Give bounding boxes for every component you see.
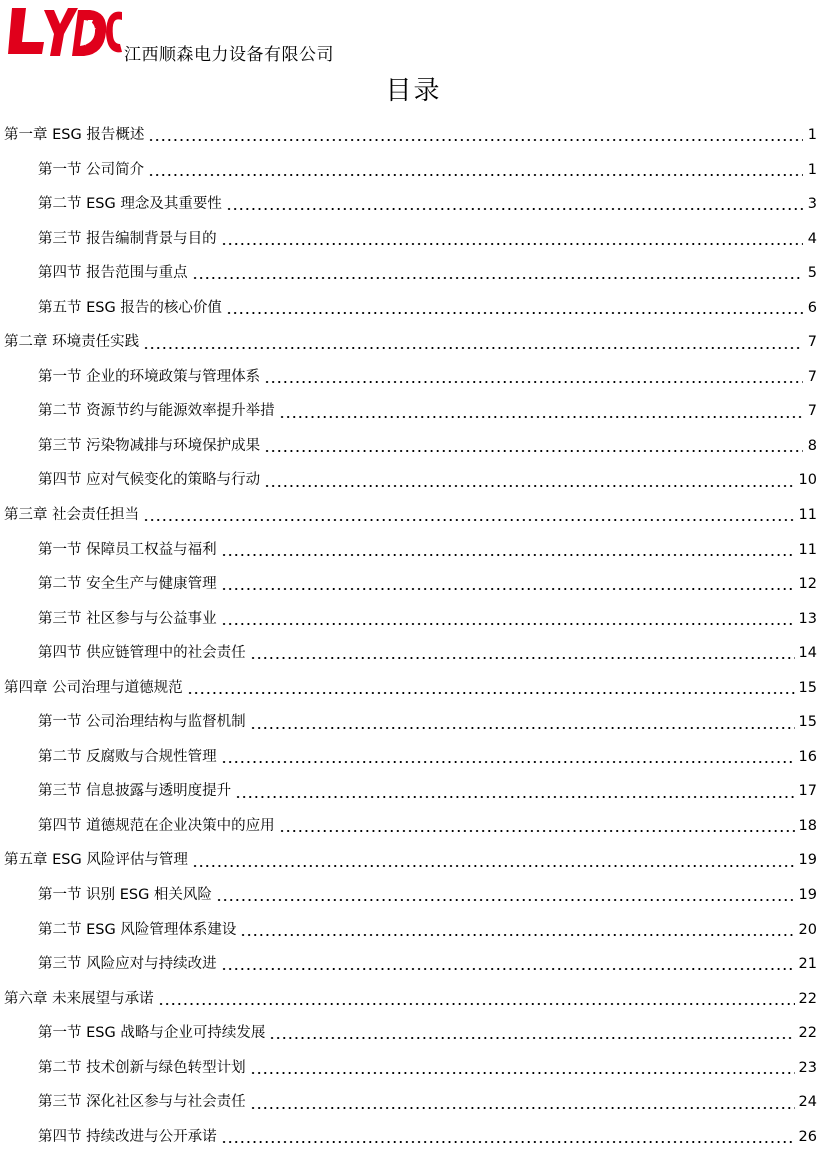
dot-leader: [148, 163, 803, 177]
toc-entry-label: 第五节 ESG 报告的核心价值: [38, 299, 222, 316]
toc-entry-label: 第二章 环境责任实践: [4, 334, 140, 351]
toc-page-number: 26: [798, 1128, 817, 1145]
toc-entry-label: 第三节 信息披露与透明度提升: [38, 783, 232, 800]
toc-entry-label: 第三节 报告编制背景与目的: [38, 230, 217, 247]
toc-section-entry[interactable]: [0, 222, 827, 257]
toc-section-entry[interactable]: [0, 602, 827, 637]
toc-entry-label: 第二节 反腐败与合规性管理: [38, 748, 217, 765]
toc-chapter-entry[interactable]: [0, 982, 827, 1017]
dot-leader: [192, 854, 795, 868]
toc-entry-label: 第三节 深化社区参与与社会责任: [38, 1094, 246, 1111]
dot-leader: [250, 646, 795, 660]
toc-chapter-entry[interactable]: [0, 843, 827, 878]
toc-section-entry[interactable]: [0, 256, 827, 291]
toc-page-number: 15: [798, 714, 817, 731]
company-logo: [4, 2, 124, 64]
dot-leader: [250, 716, 795, 730]
toc-page-number: 7: [807, 334, 817, 351]
toc-page-number: 5: [807, 265, 817, 282]
toc-entry-label: 第二节 安全生产与健康管理: [38, 576, 217, 593]
toc-entry-label: 第一节 公司简介: [38, 161, 145, 178]
toc-section-entry[interactable]: [0, 567, 827, 602]
dot-leader: [264, 474, 794, 488]
toc-entry-label: 第四节 报告范围与重点: [38, 265, 188, 282]
toc-section-entry[interactable]: [0, 463, 827, 498]
company-name: 江西顺森电力设备有限公司: [124, 45, 334, 65]
toc-entry-label: 第二节 ESG 理念及其重要性: [38, 196, 222, 213]
toc-section-entry[interactable]: [0, 429, 827, 464]
toc-section-entry[interactable]: [0, 533, 827, 568]
dot-leader: [158, 992, 795, 1006]
dot-leader: [221, 957, 795, 971]
toc-entry-label: 第三节 污染物减排与环境保护成果: [38, 437, 261, 454]
toc-page-number: 16: [798, 748, 817, 765]
dot-leader: [221, 232, 803, 246]
dot-leader: [226, 197, 803, 211]
dot-leader: [187, 681, 795, 695]
dot-leader: [221, 612, 795, 626]
dot-leader: [264, 370, 803, 384]
dot-leader: [235, 785, 794, 799]
toc-entry-label: 第二节 技术创新与绿色转型计划: [38, 1059, 246, 1076]
dot-leader: [192, 266, 803, 280]
toc-page-number: 19: [798, 887, 817, 904]
toc-entry-label: 第六章 未来展望与承诺: [4, 990, 154, 1007]
dot-leader: [250, 1061, 795, 1075]
toc-section-entry[interactable]: [0, 774, 827, 809]
toc-page-number: 11: [798, 541, 817, 558]
toc-entry-label: 第四章 公司治理与道德规范: [4, 679, 183, 696]
toc-page-number: 8: [807, 437, 817, 454]
toc-entry-label: 第四节 持续改进与公开承诺: [38, 1128, 217, 1145]
toc-entry-label: 第三章 社会责任担当: [4, 507, 140, 524]
toc-page-number: 4: [807, 230, 817, 247]
dot-leader: [216, 888, 795, 902]
toc-entry-label: 第三节 社区参与与公益事业: [38, 610, 217, 627]
table-of-contents: [0, 118, 827, 1154]
toc-section-entry[interactable]: [0, 360, 827, 395]
toc-entry-label: 第五章 ESG 风险评估与管理: [4, 852, 188, 869]
toc-chapter-entry[interactable]: [0, 118, 827, 153]
dot-leader: [143, 508, 794, 522]
toc-chapter-entry[interactable]: [0, 325, 827, 360]
dot-leader: [279, 405, 803, 419]
dot-leader: [264, 439, 803, 453]
toc-entry-label: 第二节 ESG 风险管理体系建设: [38, 921, 237, 938]
toc-entry-label: 第一节 公司治理结构与监督机制: [38, 714, 246, 731]
toc-chapter-entry[interactable]: [0, 671, 827, 706]
toc-page-number: 17: [798, 783, 817, 800]
toc-page-number: 21: [798, 956, 817, 973]
dot-leader: [279, 819, 795, 833]
toc-page-number: 6: [807, 299, 817, 316]
dot-leader: [240, 923, 794, 937]
toc-entry-label: 第三节 风险应对与持续改进: [38, 956, 217, 973]
dot-leader: [250, 1096, 795, 1110]
toc-section-entry[interactable]: [0, 153, 827, 188]
toc-page-number: 14: [798, 645, 817, 662]
toc-page-number: 13: [798, 610, 817, 627]
toc-section-entry[interactable]: [0, 1016, 827, 1051]
toc-entry-label: 第四节 供应链管理中的社会责任: [38, 645, 246, 662]
toc-page-number: 22: [798, 990, 817, 1007]
dot-leader: [148, 128, 803, 142]
toc-page-number: 7: [807, 368, 817, 385]
toc-page-number: 23: [798, 1059, 817, 1076]
toc-entry-label: 第一节 ESG 战略与企业可持续发展: [38, 1025, 266, 1042]
toc-entry-label: 第二节 资源节约与能源效率提升举措: [38, 403, 275, 420]
page-header: [0, 0, 827, 70]
toc-section-entry[interactable]: [0, 1085, 827, 1120]
toc-section-entry[interactable]: [0, 187, 827, 222]
toc-page-number: 7: [807, 403, 817, 420]
toc-page-number: 19: [798, 852, 817, 869]
toc-section-entry[interactable]: [0, 1120, 827, 1155]
toc-page-number: 18: [798, 817, 817, 834]
toc-section-entry[interactable]: [0, 1051, 827, 1086]
toc-section-entry[interactable]: [0, 636, 827, 671]
dot-leader: [221, 750, 795, 764]
toc-page-number: 1: [807, 161, 817, 178]
toc-page-number: 15: [798, 679, 817, 696]
toc-section-entry[interactable]: [0, 878, 827, 913]
toc-entry-label: 第四节 应对气候变化的策略与行动: [38, 472, 261, 489]
toc-entry-label: 第一节 企业的环境政策与管理体系: [38, 368, 261, 385]
toc-section-entry[interactable]: [0, 809, 827, 844]
toc-entry-label: 第四节 道德规范在企业决策中的应用: [38, 817, 275, 834]
toc-section-entry[interactable]: [0, 394, 827, 429]
toc-page-number: 24: [798, 1094, 817, 1111]
dot-leader: [221, 577, 795, 591]
toc-entry-label: 第一章 ESG 报告概述: [4, 127, 145, 143]
toc-section-entry[interactable]: [0, 291, 827, 326]
toc-page-number: 20: [798, 921, 817, 938]
toc-entry-label: 第一节 识别 ESG 相关风险: [38, 887, 212, 904]
toc-page-number: 1: [807, 127, 817, 143]
dot-leader: [226, 301, 803, 315]
toc-section-entry[interactable]: [0, 913, 827, 948]
toc-page-number: 3: [807, 196, 817, 213]
dot-leader: [143, 336, 803, 350]
dot-leader: [269, 1026, 794, 1040]
toc-page-number: 10: [798, 472, 817, 489]
toc-section-entry[interactable]: [0, 740, 827, 775]
page-title: 目录: [385, 76, 442, 106]
dot-leader: [221, 543, 795, 557]
toc-chapter-entry[interactable]: [0, 498, 827, 533]
toc-page-number: 12: [798, 576, 817, 593]
toc-section-entry[interactable]: [0, 705, 827, 740]
toc-page-number: 11: [798, 507, 817, 524]
toc-entry-label: 第一节 保障员工权益与福利: [38, 541, 217, 558]
dot-leader: [221, 1130, 795, 1144]
toc-section-entry[interactable]: [0, 947, 827, 982]
toc-page-number: 22: [798, 1025, 817, 1042]
